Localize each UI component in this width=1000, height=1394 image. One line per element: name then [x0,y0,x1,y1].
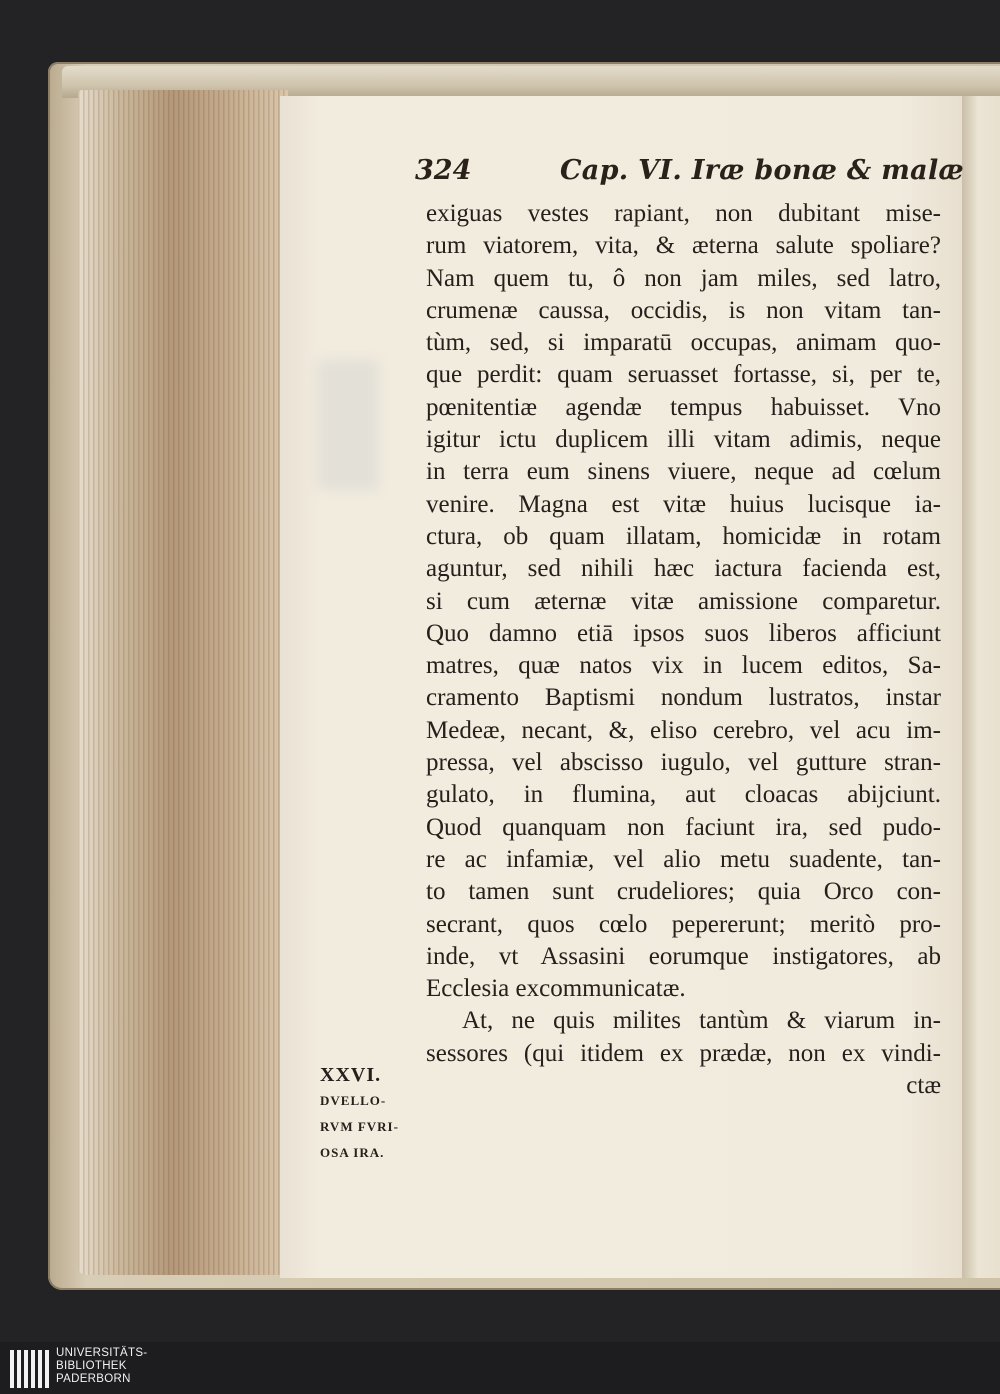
body-text [426,198,941,1102]
marginal-number: XXVI. [320,1064,382,1086]
text-line: in terra eum sinens viuere, neque ad cœlum [426,458,941,486]
catchword: ctæ [906,1072,941,1100]
text-line: secrant, quos cœlo pepererunt; meritò pro- [426,910,941,938]
text-line: gulato, in flumina, aut cloacas abijciunt. [426,781,941,809]
text-line: que perdit: quam seruasset fortasse, si, per te, [426,361,941,389]
ink-show-through [318,360,378,490]
facing-page-edge [962,96,1000,1278]
text-line: to tamen sunt crudeliores; quia Orco con- [426,878,941,906]
text-line: re ac infamiæ, vel alio metu suadente, tan- [426,845,941,873]
text-line: pœnitentiæ agendæ tempus habuisset. Vno [426,393,941,421]
text-line: Ecclesia excommunicatæ. [426,975,686,1003]
library-logo-text [56,1347,147,1386]
text-line: inde, vt Assasini eorumque instigatores, ab [426,942,941,970]
marginal-line: OSA IRA. [320,1145,385,1160]
text-line: At, ne quis milites tantùm & viarum in- [462,1007,941,1035]
text-line: Quod quanquam non faciunt ira, sed pudo- [426,813,941,841]
marginal-line: DVELLO- [320,1093,387,1108]
library-logo-icon [8,1346,52,1392]
logo-line: BIBLIOTHEK [56,1360,127,1372]
running-head: Cap. VI. Iræ bonæ & malæ [560,155,964,186]
text-line: Nam quem tu, ô non jam miles, sed latro, [426,264,941,292]
page-header [415,155,964,195]
text-line: igitur ictu duplicem illi vitam adimis, neque [426,426,941,454]
text-line: cramento Baptismi nondum lustratos, instar [426,684,941,712]
text-line: ctura, ob quam illatam, homicidæ in rotam [426,522,941,550]
marginal-note [320,1062,425,1166]
page-number: 324 [415,155,472,186]
text-line: pressa, vel abscisso iugulo, vel gutture stran- [426,749,941,777]
logo-line: PADERBORN [56,1373,131,1385]
text-line: aguntur, sed nihili hæc iactura facienda est, [426,555,941,583]
logo-line: UNIVERSITÄTS- [56,1347,148,1359]
text-line: crumenæ caussa, occidis, is non vitam tan- [426,296,941,324]
text-line: venire. Magna est vitæ huius lucisque ia- [426,490,941,518]
text-line: sessores (qui itidem ex prædæ, non ex vindi- [426,1039,941,1067]
marginal-line: RVM FVRI- [320,1119,399,1134]
text-line: Medeæ, necant, &, eliso cerebro, vel acu im- [426,716,941,744]
text-line: rum viatorem, vita, & æterna salute spoliare? [426,232,941,260]
text-line: matres, quæ natos vix in lucem editos, Sa- [426,652,941,680]
text-line: Quo damno etiā ipsos suos liberos afficiunt [426,619,941,647]
text-line: exiguas vestes rapiant, non dubitant mise- [426,200,941,227]
footer-bar [0,1342,1000,1394]
text-line: si cum æternæ vitæ amissione comparetur. [426,587,941,615]
page-block-edge [78,90,288,1275]
text-line: tùm, sed, si imparatū occupas, animam quo- [426,329,941,357]
